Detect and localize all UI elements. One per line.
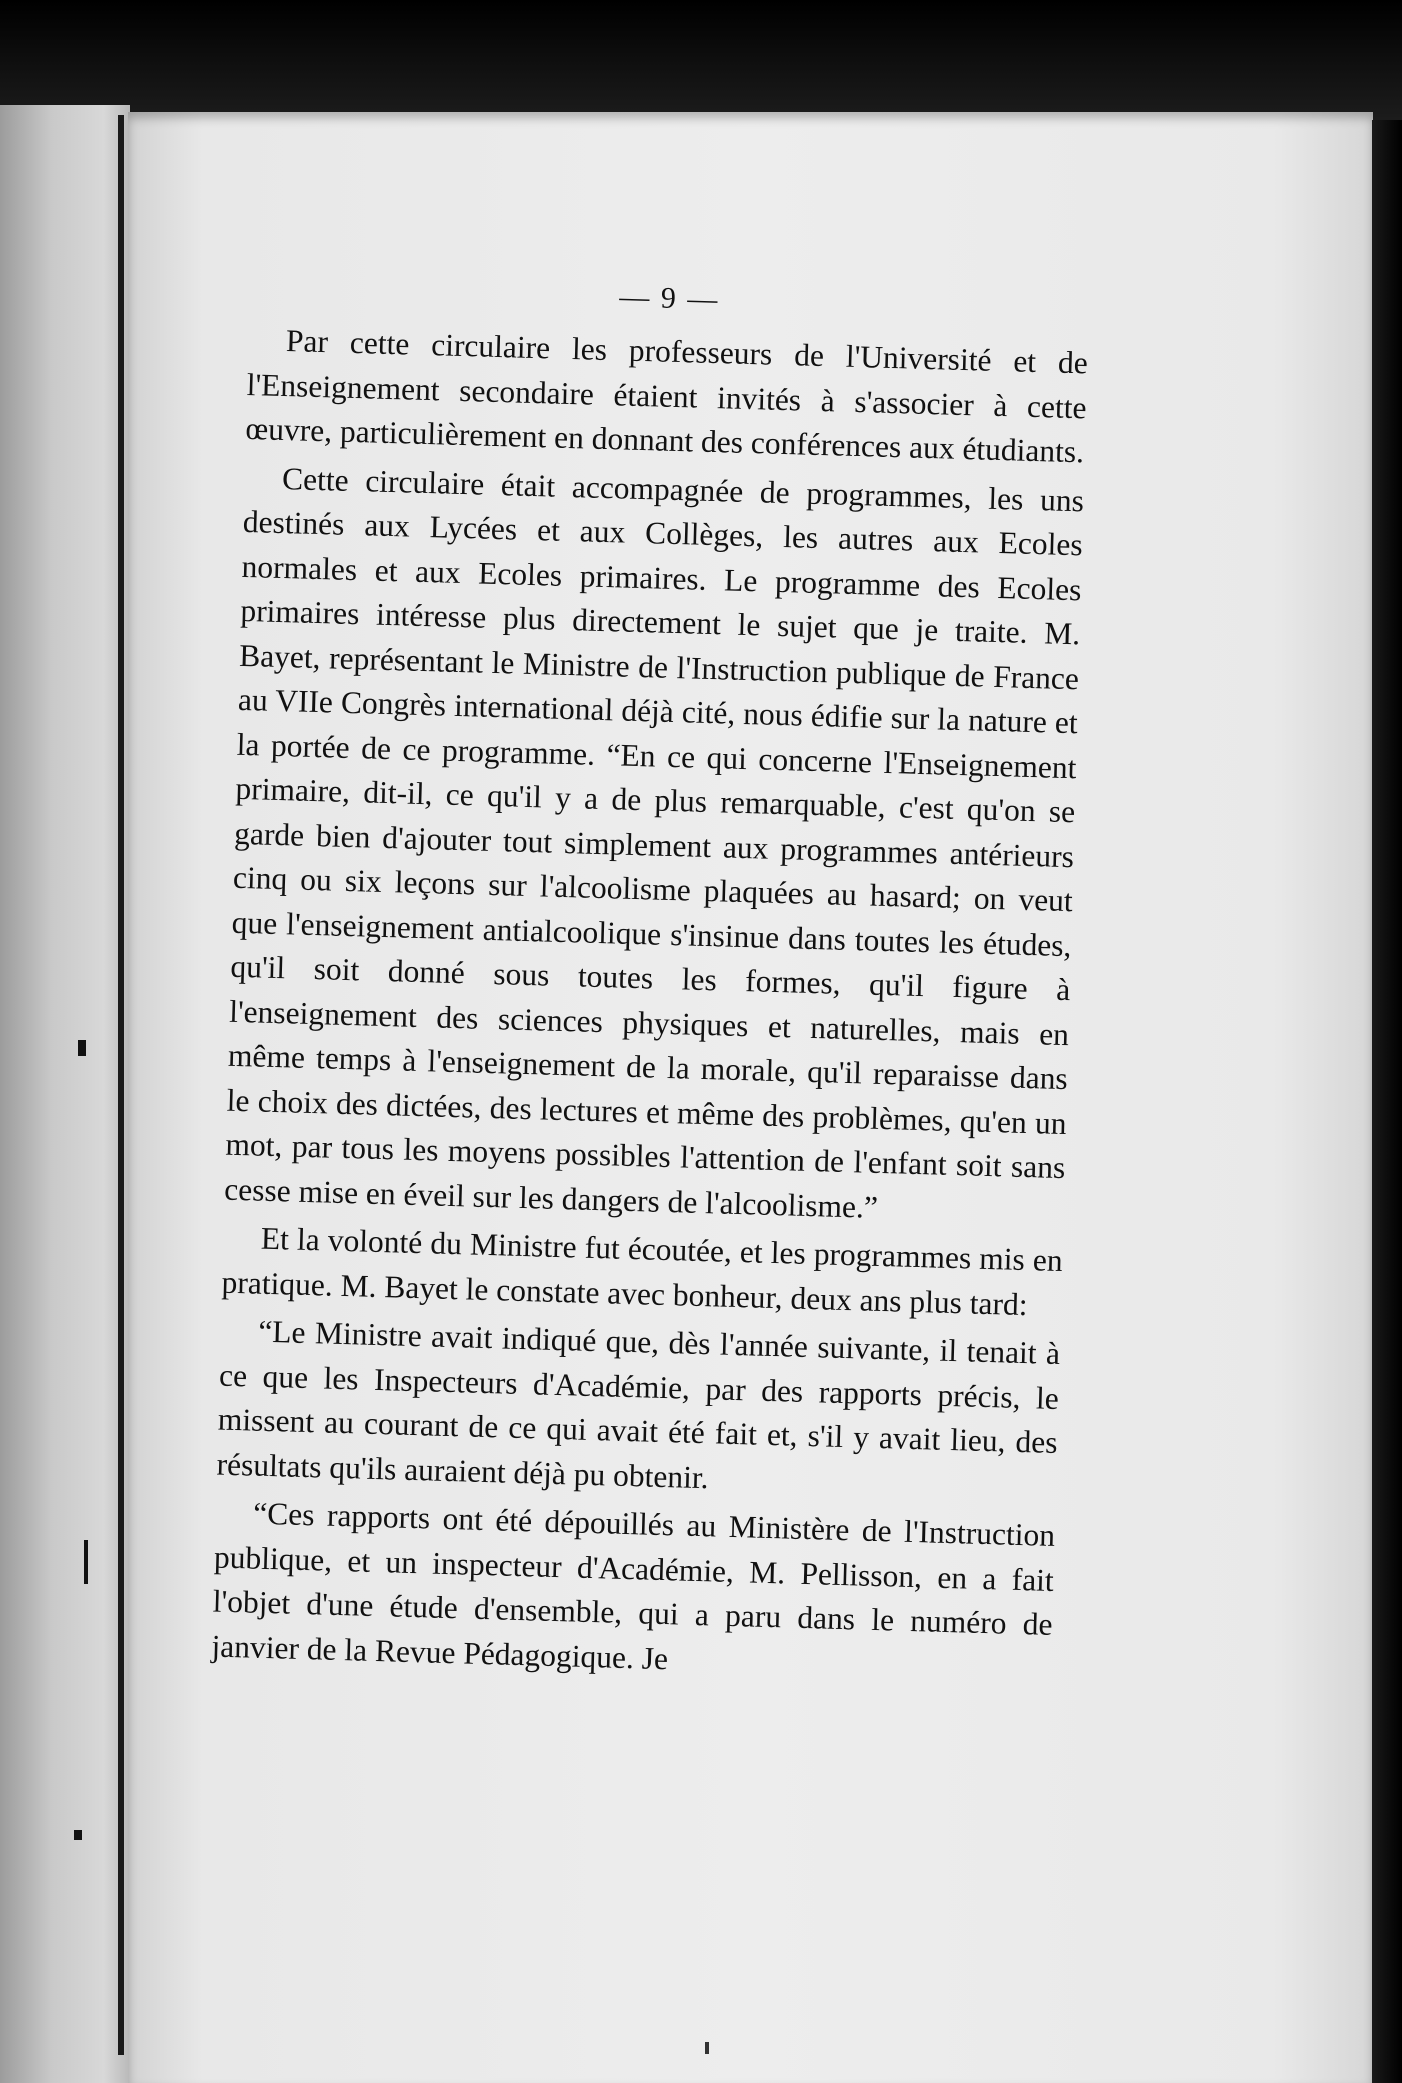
binding-edge (118, 115, 124, 2055)
scan-mark (78, 1040, 86, 1056)
page-number: — 9 — (618, 280, 720, 317)
scan-mark (84, 1540, 88, 1584)
paragraph: Par cette circulaire les professeurs de l'Université et de l'Enseignement secondaire étaient invités à s'associer à cette œuvre, particulièrement en donnant des conférences aux étudiants. (245, 323, 1089, 470)
paragraph: Et la volonté du Ministre fut écoutée, et les programmes mis en pratique. M. Bayet le constate avec bonheur, deux ans plus tard: (221, 1220, 1064, 1322)
scanner-edge-shadow (1372, 120, 1402, 2083)
scanner-background (0, 0, 1402, 120)
scan-mark (74, 1830, 82, 1840)
facing-page-edge (0, 105, 130, 2083)
quoted-paragraph: “Le Ministre avait indiqué que, dès l'année suivante, il tenait à ce que les Inspecteurs d'Académie, par des rapports précis, le missent au courant de ce qui avait été fait et, s'il y avait lieu, des résultats qu'ils auraient déjà pu obtenir. (216, 1313, 1061, 1495)
paragraph: Cette circulaire était accompagnée de programmes, les uns destinés aux Lycées et aux Collèges, les autres aux Ecoles normales et aux Ecoles primaires. Le programme des Ecoles primaires intéresse plus directement le sujet que je traite. M. Bayet, représentant le Ministre de l'Instruction publique de France au VIIe Congrès international déjà cité, nous édifie sur la nature et la portée de ce programme. “En ce qui concerne l'Enseignement primaire, dit-il, ce qu'il y a de plus remarquable, c'est qu'on se garde bien d'ajouter tout simplement aux programmes antérieurs cinq ou six leçons sur l'alcoolisme plaquées au hasard; on veut que l'enseignement antialcoolique s'insinue dans toutes les études, qu'il soit donné sous toutes les formes, qu'il figure à l'enseignement des sciences physiques et naturelles, mais en même temps à l'enseignement de la morale, qu'il reparaisse dans le choix des dictées, des lectures et même des problèmes, qu'en un mot, par tous les moyens possibles l'attention de l'enfant soit sans cesse mise en éveil sur les dangers de l'alcoolisme.” (223, 460, 1085, 1225)
page-text-block (211, 270, 1090, 1696)
ink-speck (705, 2042, 709, 2054)
quoted-paragraph: “Ces rapports ont été dépouillés au Ministère de l'Instruction publique, et un inspecteur d'Académie, M. Pellisson, en a fait l'objet d'une étude d'ensemble, qui a paru dans le numéro de janvier de la Revue Pédagogique. Je (211, 1495, 1056, 1676)
